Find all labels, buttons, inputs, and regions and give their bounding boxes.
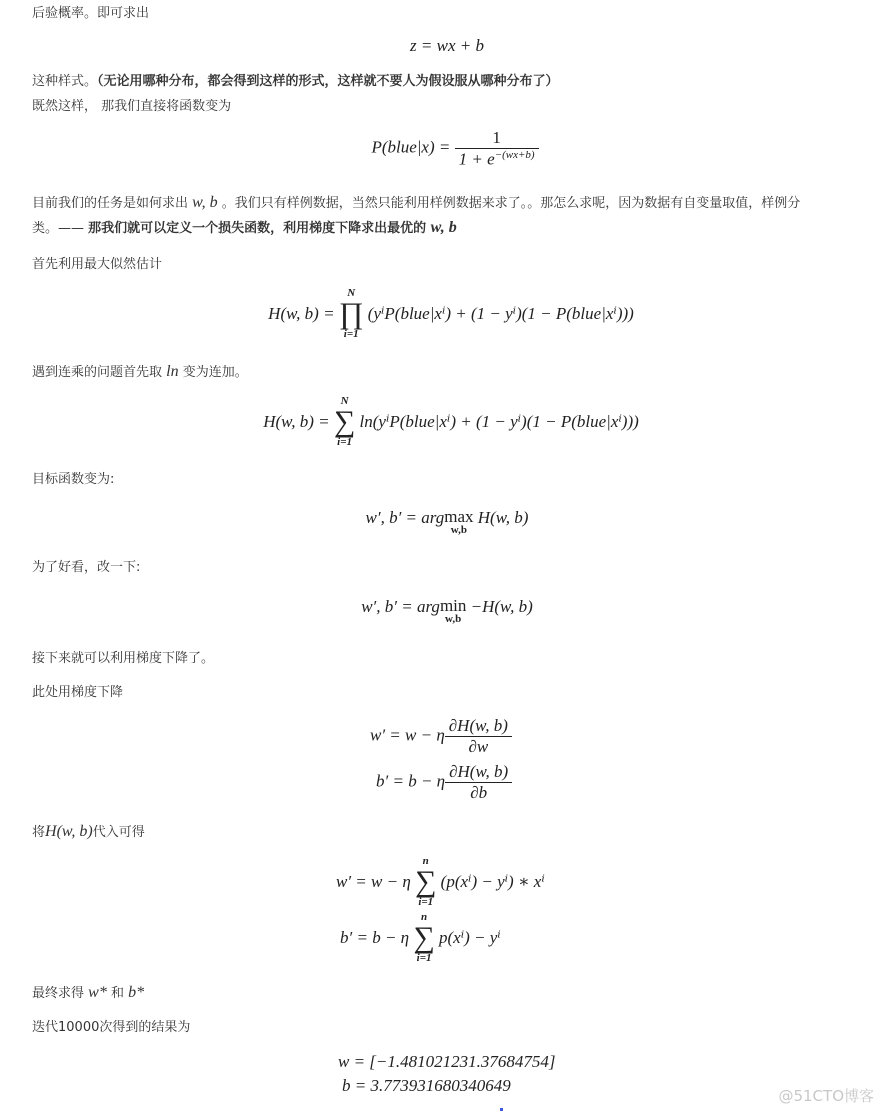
eq-denominator: 1 + e <box>458 149 495 169</box>
eq-rhs: H(w, b) <box>477 508 529 527</box>
eq-body: ln(yⁱP(blue|xⁱ) + (1 − yⁱ)(1 − P(blue|xⁱ))) <box>359 412 639 431</box>
equation-z: z = wx + b <box>410 36 484 55</box>
math-inline: ln <box>166 363 179 380</box>
eq-body: p(xⁱ) − yⁱ <box>439 928 501 947</box>
sum-symbol: ∑ <box>415 865 437 898</box>
eq-lhs: w′, b′ = arg <box>361 597 440 616</box>
paragraph: 迭代10000次得到的结果为 <box>32 1020 191 1035</box>
eq-lhs: H(w, b) = <box>263 412 330 431</box>
eq-operator: min <box>439 596 467 615</box>
paragraph <box>32 983 144 1004</box>
eq-lower: i=1 <box>418 896 434 908</box>
result-b: b = 3.773931680340649 <box>342 1076 511 1095</box>
eq-numerator: 1 <box>455 128 539 149</box>
eq-lhs: b′ = b − η <box>340 928 410 947</box>
paragraph <box>32 193 800 214</box>
paragraph: 首先利用最大似然估计 <box>32 257 163 272</box>
paragraph <box>32 362 248 383</box>
eq-denominator: ∂w <box>468 737 489 756</box>
paragraph: 接下来就可以利用梯度下降了。 <box>32 651 215 666</box>
math-inline: H(w, b) <box>45 823 93 840</box>
text: 和 <box>106 986 129 1001</box>
eq-numerator: ∂H(w, b) <box>445 716 512 737</box>
eq-lhs: P(blue|x) = <box>371 137 451 157</box>
paragraph: 此处用梯度下降 <box>32 685 124 700</box>
equation-log-likelihood <box>4 396 894 448</box>
sum-symbol: ∑ <box>333 405 356 438</box>
math-inline: w* <box>88 984 107 1001</box>
eq-lower: i=1 <box>416 952 432 964</box>
math-inline: b* <box>128 984 145 1001</box>
math-inline: w, b <box>192 194 218 211</box>
sum-symbol: ∑ <box>413 921 435 954</box>
text: 目前我们的任务是如何求出 <box>32 196 193 211</box>
equation-sigmoid <box>8 128 894 170</box>
text: 。我们只有样例数据，当然只能利用样例数据来求了。。那怎么求呢，因为数据有自变量取值，样例分 <box>217 196 801 211</box>
paragraph: 为了好看，改一下: <box>32 560 141 575</box>
text: 代入可得 <box>92 825 145 840</box>
paragraph <box>32 822 145 843</box>
eq-lower: i=1 <box>337 436 352 448</box>
result-w: w = [−1.481021231.37684754] <box>338 1052 556 1071</box>
product-symbol: ∏ <box>338 297 364 330</box>
paragraph: 既然这样， 那我们直接将函数变为 <box>32 99 232 114</box>
eq-body: (yⁱP(blue|xⁱ) + (1 − yⁱ)(1 − P(blue|xⁱ))) <box>367 304 634 323</box>
equation-update-w <box>336 856 545 908</box>
eq-subscript: w,b <box>450 524 467 536</box>
text: 将 <box>32 825 46 840</box>
eq-operator: max <box>444 507 474 526</box>
bold-text: （无论用哪种分布，都会得到这样的形式，这样就不要人为假设服从哪种分布了） <box>97 74 559 89</box>
eq-lhs: b′ = b − η <box>376 771 446 791</box>
eq-denominator: ∂b <box>470 783 488 802</box>
eq-body: (p(xⁱ) − yⁱ) ∗ xⁱ <box>440 872 545 891</box>
paragraph <box>32 72 559 92</box>
eq-lhs: w′ = w − η <box>370 725 445 745</box>
eq-numerator: ∂H(w, b) <box>445 762 512 783</box>
text: 这种样式。 <box>32 74 98 89</box>
equation-gradient-b <box>376 762 512 803</box>
watermark: @51CTO博客 <box>778 1087 874 1105</box>
eq-exponent: −(wx+b) <box>494 149 535 161</box>
eq-upper: n <box>422 855 429 867</box>
eq-lhs: w′, b′ = arg <box>365 508 445 527</box>
math-inline: w, b <box>430 219 457 236</box>
cursor-mark <box>500 1108 503 1111</box>
bold-text: 那我们就可以定义一个损失函数，利用梯度下降求出最优的 <box>88 221 431 236</box>
equation-update-b <box>340 912 501 964</box>
text: 遇到连乘的问题首先取 <box>32 365 167 380</box>
equation-argmax <box>0 508 894 536</box>
equation-gradient-w <box>370 716 512 757</box>
eq-lhs: w′ = w − η <box>336 872 411 891</box>
eq-lower: i=1 <box>343 328 359 340</box>
eq-upper: n <box>420 911 428 923</box>
paragraph: 目标函数变为: <box>32 472 115 487</box>
equation-likelihood-product <box>4 288 894 340</box>
eq-upper: N <box>340 395 349 407</box>
eq-upper: N <box>347 287 356 299</box>
paragraph <box>32 218 457 239</box>
text: 变为连加。 <box>178 365 248 380</box>
paragraph: 后验概率。即可求出 <box>32 6 150 21</box>
text: 最终求得 <box>32 986 89 1001</box>
eq-subscript: w,b <box>445 613 462 625</box>
text: 类。—— <box>32 221 89 236</box>
eq-rhs: −H(w, b) <box>470 597 533 616</box>
eq-lhs: H(w, b) = <box>268 304 335 323</box>
equation-argmin <box>0 597 894 625</box>
